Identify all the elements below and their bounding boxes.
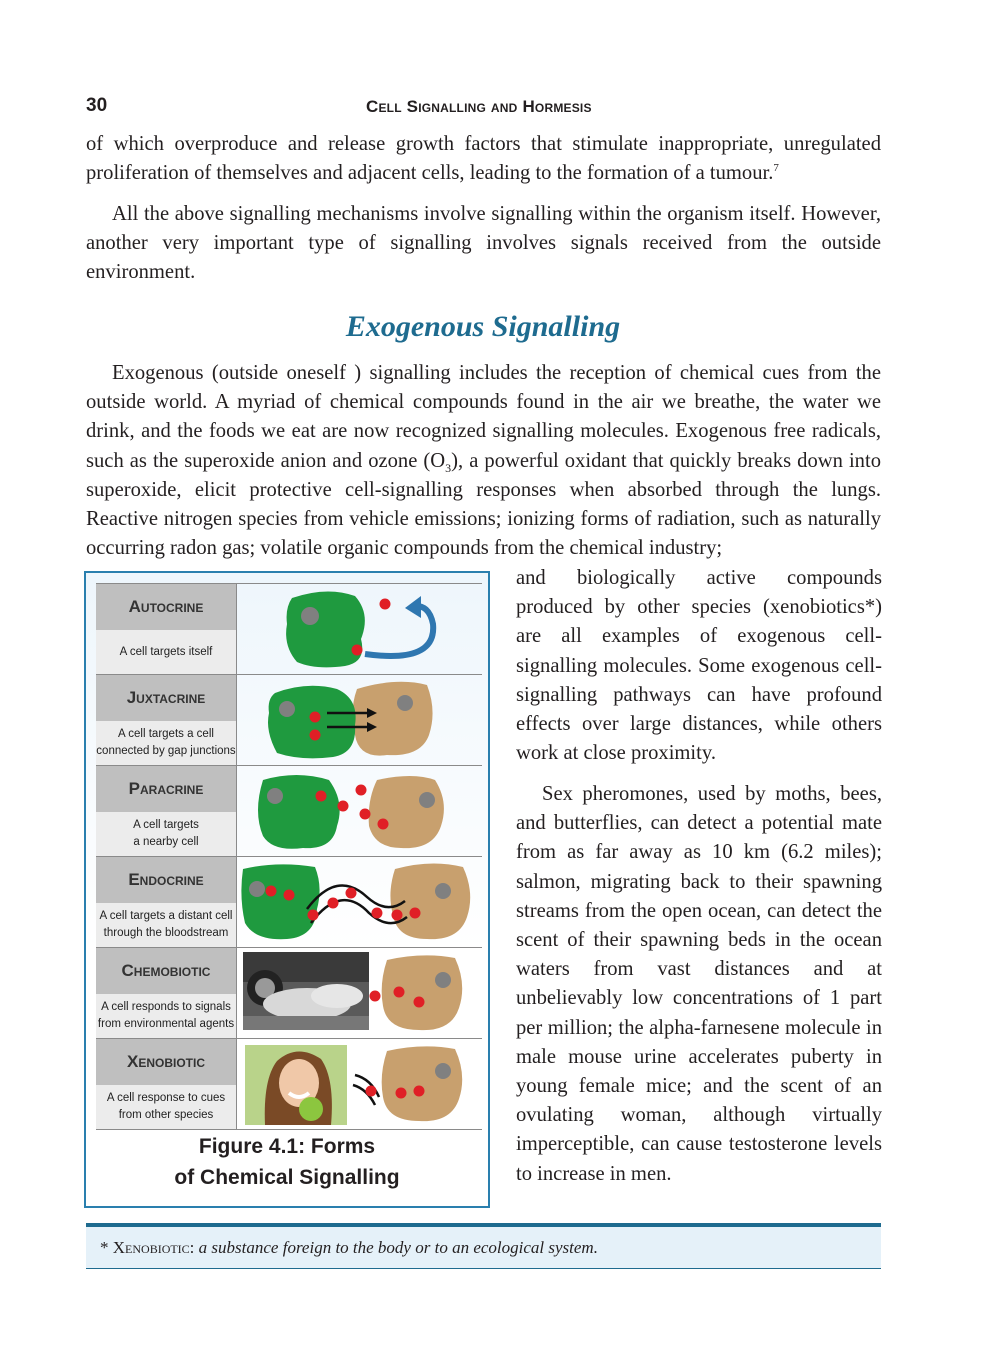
label-paracrine [96, 766, 237, 856]
label-autocrine [96, 584, 237, 674]
arrow-head [405, 596, 421, 618]
apple-icon [299, 1097, 323, 1121]
signal-molecule [396, 1088, 407, 1099]
nucleus [435, 1063, 451, 1079]
feedback-arrow [365, 606, 433, 656]
xenobiotic-illustration [237, 1039, 482, 1129]
p3-text-a: Exogenous (outside oneself ) signalling includes the reception of chemical cues from the outside world. A myriad of chemical compounds found in the air we breathe, the water we drink, and the foods we eat are now recognized signalling molecules. Exogenous free radicals, such as the superoxide anion and ozone (O [86, 362, 881, 472]
desc-autocrine [96, 630, 236, 674]
row-paracrine [96, 766, 482, 857]
signal-molecule [414, 1086, 425, 1097]
nucleus [267, 788, 283, 804]
target-cell [369, 776, 444, 848]
desc-paracrine-1: A cell targets [133, 819, 199, 831]
name-juxtacrine: Juxtacrine [96, 675, 236, 722]
signal-molecule [310, 712, 321, 723]
name-chemobiotic: Chemobiotic [96, 948, 236, 995]
figure-chemical-signalling [84, 571, 490, 1208]
desc-chemobiotic [96, 994, 236, 1038]
running-title: Cell Signalling and Hormesis [366, 97, 592, 116]
signal-molecule [352, 645, 363, 656]
paragraph-outside-environment [86, 200, 881, 288]
signal-molecule [392, 910, 403, 921]
p3-text-b: ), a powerful oxidant that quickly breaks down into superoxide, elicit protective cell-signalling responses when absorbed through the lungs. Reactive nitrogen species from vehicle emissions; ionizing forms of radiation, such as naturally occurring radon gas; volatile organic compounds from the chemical industry; [86, 449, 881, 560]
signal-molecule [410, 908, 421, 919]
paragraph-continuation [86, 130, 881, 188]
label-xenobiotic [96, 1039, 237, 1129]
nucleus [279, 701, 295, 717]
ozone-subscript: 3 [445, 460, 452, 475]
footnote [86, 1227, 881, 1269]
target-cell [352, 682, 432, 756]
row-xenobiotic [96, 1039, 482, 1130]
p1-text: of which overproduce and release growth factors that stimulate inappropriate, unregulated proliferation of themselves and adjacent cells, leading to the formation of a tumour. [86, 133, 881, 185]
row-autocrine [96, 584, 482, 675]
signal-molecule [310, 730, 321, 741]
signal-molecule [370, 991, 381, 1002]
signal-molecule [316, 791, 327, 802]
footnote-term: Xenobiotic: [112, 1238, 195, 1257]
paragraph-pheromones [516, 780, 882, 1189]
row-endocrine [96, 857, 482, 948]
name-paracrine: Paracrine [96, 766, 236, 813]
blood-vessel [307, 885, 405, 909]
signal-molecule [366, 1086, 377, 1097]
name-xenobiotic: Xenobiotic [96, 1039, 236, 1086]
name-autocrine: Autocrine [96, 584, 236, 631]
signal-molecule [360, 809, 371, 820]
row-juxtacrine [96, 675, 482, 766]
nucleus [301, 607, 319, 625]
desc-xenobiotic-1: A cell response to cues [106, 1092, 226, 1104]
label-chemobiotic [96, 948, 237, 1038]
caption-line-1: Figure 4.1: Forms [198, 1135, 376, 1158]
source-cell [286, 591, 365, 667]
row-chemobiotic [96, 948, 482, 1039]
signal-molecule [284, 890, 295, 901]
target-cell [382, 1046, 463, 1121]
caption-line-2: of Chemical Signalling [174, 1166, 400, 1189]
signal-molecule [380, 599, 391, 610]
desc-chemobiotic-2: from environmental agents [97, 1018, 235, 1030]
desc-chemobiotic-1: A cell responds to signals [101, 1001, 231, 1013]
desc-paracrine-2: a nearby cell [133, 836, 199, 848]
signal-molecule [356, 785, 367, 796]
label-juxtacrine [96, 675, 237, 765]
desc-autocrine-1: A cell targets itself [119, 645, 213, 658]
desc-endocrine-2: through the bloodstream [103, 927, 229, 939]
desc-juxtacrine-1: A cell targets a cell [118, 728, 214, 740]
signal-molecule [328, 898, 339, 909]
nucleus [435, 883, 451, 899]
footnote-marker: * [100, 1238, 113, 1257]
desc-endocrine [96, 903, 236, 947]
desc-paracrine [96, 812, 236, 856]
signal-molecule [372, 908, 383, 919]
name-endocrine: Endocrine [96, 857, 236, 904]
label-endocrine [96, 857, 237, 947]
signal-molecule [338, 801, 349, 812]
autocrine-illustration [237, 584, 482, 674]
paragraph-xenobiotics [516, 564, 882, 768]
signal-molecule [308, 910, 319, 921]
endocrine-illustration [237, 857, 482, 947]
nucleus [435, 972, 451, 988]
p4-text: and biologically active compounds produced by other species (xenobiotics*) are all examples of exogenous cell-signalling molecules. Some exogenous cell-signalling pathways can have profound effects over large distances, while others work at close proximity. [516, 567, 882, 765]
desc-juxtacrine [96, 721, 236, 765]
source-cell [268, 686, 356, 759]
nucleus [419, 792, 435, 808]
juxtacrine-illustration [237, 675, 482, 765]
target-cell [390, 863, 470, 939]
source-cell [258, 775, 340, 849]
nucleus [397, 695, 413, 711]
p5-text: Sex pheromones, used by moths, bees, and butterflies, can detect a potential mate from as far away as 10 km (6.2 miles); salmon, migrating back to their spawning streams from the open ocean, can detect the scent of their spawning beds in the ocean waters from vast distances and at unbelievably low concentrations of 1 part per million; the alpha-farnesene molecule in male mouse urine accelerates puberty in young female mice; and the scent of an ovulating woman, although virtually imperceptible, can cause testosterone levels to increase in men. [516, 783, 882, 1185]
nucleus [249, 881, 265, 897]
section-heading: Exogenous Signalling [345, 310, 621, 343]
signal-molecule [378, 819, 389, 830]
p2-text: All the above signalling mechanisms involve signalling within the organism itself. However, another very important type of signalling involves signals received from the outside environment. [86, 203, 881, 284]
chemobiotic-illustration [237, 948, 482, 1038]
desc-juxtacrine-2: connected by gap junctions [96, 745, 236, 757]
desc-endocrine-1: A cell targets a distant cell [99, 910, 233, 922]
source-cell [241, 864, 319, 939]
desc-xenobiotic-2: from other species [118, 1109, 214, 1121]
signal-molecule [414, 997, 425, 1008]
paracrine-illustration [237, 766, 482, 856]
figure-caption [86, 1131, 488, 1193]
footnote-ref-7: 7 [773, 162, 779, 175]
desc-xenobiotic [96, 1085, 236, 1129]
page-number: 30 [86, 95, 108, 116]
signal-molecule [394, 987, 405, 998]
paragraph-exogenous-intro [86, 359, 881, 563]
signal-molecule [266, 886, 277, 897]
signal-molecule [346, 888, 357, 899]
footnote-definition: a substance foreign to the body or to an ecological system. [198, 1238, 598, 1257]
